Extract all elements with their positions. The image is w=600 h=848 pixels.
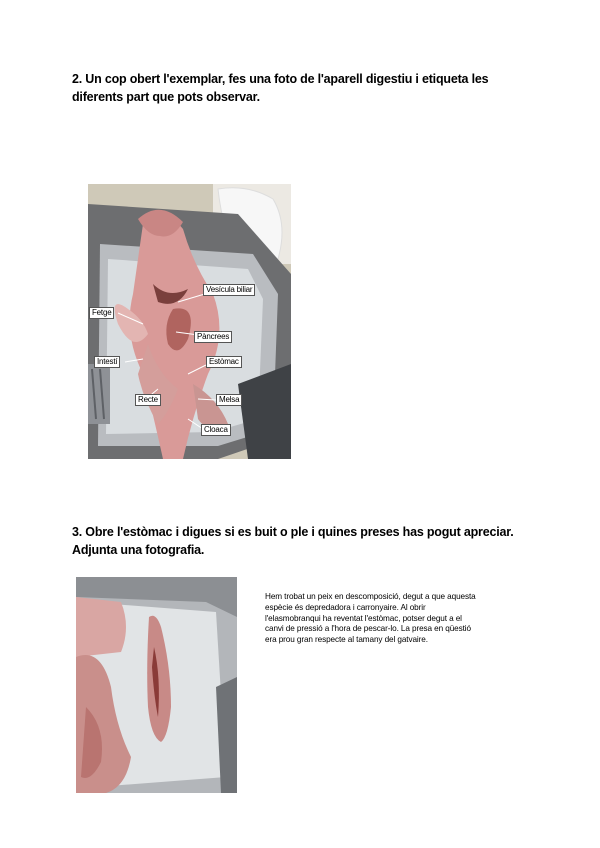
- question-2-heading: [72, 70, 542, 106]
- dissection-photo-drawing: [88, 184, 291, 459]
- label-melsa: Melsa: [216, 394, 242, 406]
- label-estomac: Estòmac: [206, 356, 242, 368]
- answer-line-4: canvi de pressió a l'hora de pescar-lo. La presa en qüestió: [265, 624, 471, 634]
- stomach-contents-photo: [76, 577, 237, 793]
- label-recte: Recte: [135, 394, 161, 406]
- dissection-photo-digestive-system: [88, 184, 291, 459]
- question-3-line-2: Adjunta una fotografia.: [72, 543, 205, 557]
- answer-line-2: espècie és depredadora i carronyaire. Al obrir: [265, 602, 426, 612]
- label-intesti: Intestí: [94, 356, 120, 368]
- question-2-line-1: 2. Un cop obert l'exemplar, fes una foto de l'aparell digestiu i etiqueta les: [72, 72, 489, 86]
- stomach-photo-drawing: [76, 577, 237, 793]
- answer-line-1: Hem trobat un peix en descomposició, degut a que aquesta: [265, 592, 476, 601]
- answer-paragraph: [265, 592, 515, 646]
- answer-line-5: era prou gran respecte al tamany del gatvaire.: [265, 635, 428, 645]
- question-2-line-2: diferents part que pots observar.: [72, 90, 260, 104]
- label-pancrees: Pàncrees: [194, 331, 232, 343]
- question-3-line-1: 3. Obre l'estòmac i digues si es buit o ple i quines preses has pogut apreciar.: [72, 525, 514, 539]
- label-vesicula-biliar: Vesícula biliar: [203, 284, 255, 296]
- answer-line-3: l'elasmobranqui ha reventat l'estòmac, potser degut a el: [265, 613, 462, 623]
- question-3-heading: [72, 523, 542, 559]
- label-fetge: Fetge: [89, 307, 114, 319]
- label-cloaca: Cloaca: [201, 424, 231, 436]
